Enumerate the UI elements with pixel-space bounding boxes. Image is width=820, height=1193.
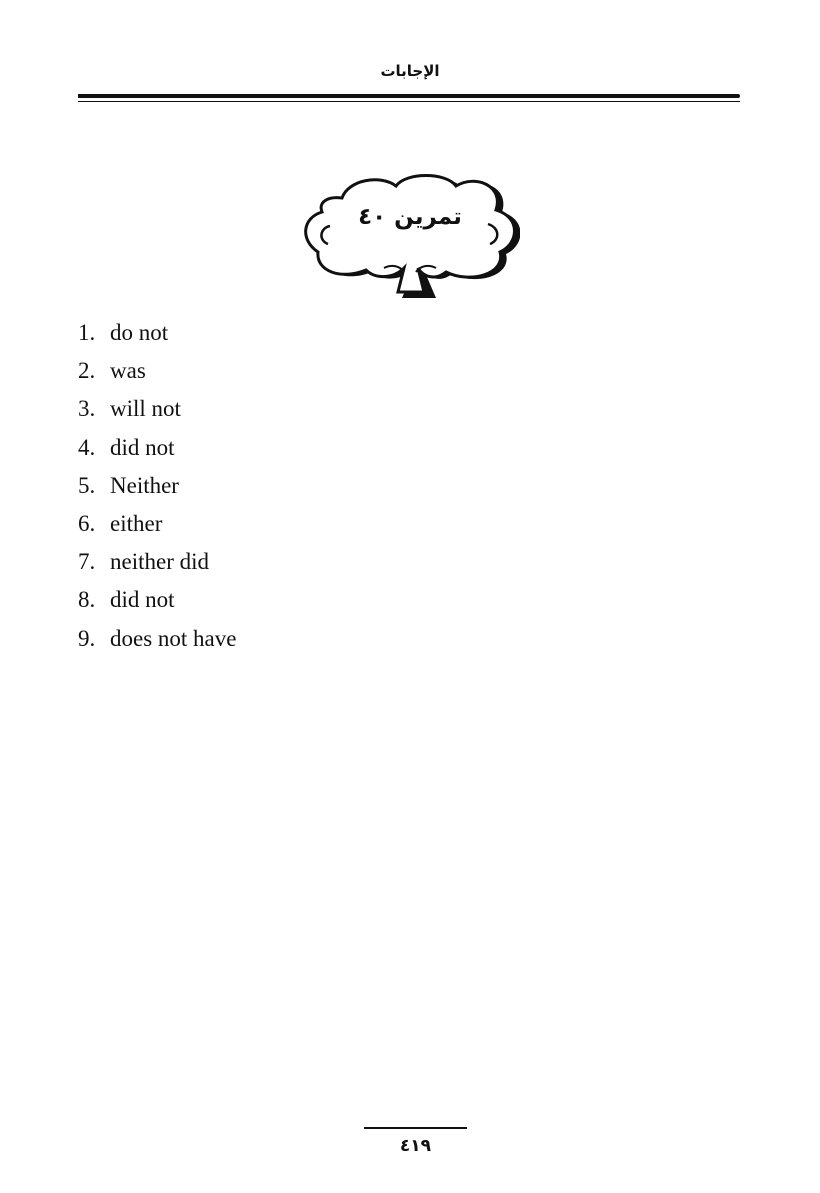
item-text: was: [110, 358, 146, 384]
item-number: 5.: [78, 472, 96, 498]
item-text: do not: [110, 320, 169, 345]
item-number: 9.: [78, 625, 96, 651]
item-number: 3.: [78, 396, 96, 422]
list-item: [78, 429, 236, 467]
running-head-title: الإجابات: [380, 62, 440, 80]
item-text: does not have: [110, 625, 237, 651]
item-number: 4.: [78, 434, 96, 460]
cloud-frame-icon: [300, 168, 520, 300]
list-item: [78, 620, 236, 658]
answer-list: [78, 314, 236, 658]
footer-rule: [364, 1127, 467, 1129]
list-item: [78, 390, 236, 428]
item-text: did not: [110, 434, 175, 460]
item-text: will not: [110, 396, 181, 422]
list-item: [78, 352, 236, 390]
item-number: 8.: [78, 587, 96, 613]
list-item: [78, 543, 236, 581]
header-rule-thin: [78, 101, 740, 102]
list-item: [78, 314, 236, 352]
item-number: 1.: [78, 320, 96, 345]
exercise-title: تمرين ٤٠: [358, 204, 462, 230]
item-text: Neither: [110, 472, 179, 498]
page-number: ٤١٩: [399, 1136, 432, 1156]
header-double-rule: [78, 94, 742, 104]
item-text: either: [110, 510, 163, 536]
list-item: [78, 505, 236, 543]
list-item: [78, 581, 236, 619]
list-item: [78, 467, 236, 505]
exercise-badge: [300, 168, 520, 300]
item-number: 6.: [78, 510, 96, 536]
item-text: neither did: [110, 549, 209, 575]
item-number: 2.: [78, 358, 96, 384]
item-text: did not: [110, 587, 175, 613]
item-number: 7.: [78, 549, 96, 575]
header-rule-thick: [78, 94, 740, 98]
